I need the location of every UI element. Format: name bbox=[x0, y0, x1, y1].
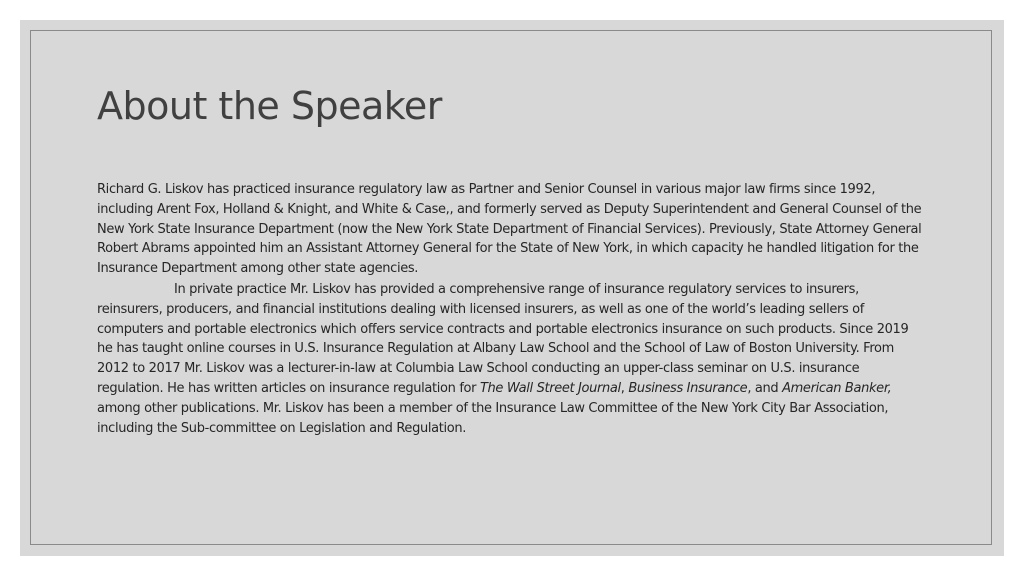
slide-body bbox=[97, 180, 925, 438]
publication-american-banker: American Banker, bbox=[782, 380, 892, 396]
publication-wsj: The Wall Street Journal bbox=[479, 380, 621, 396]
bio-paragraph-2-text-start: In private practice Mr. Liskov has provided a comprehensive range of insurance regulatory services to insurers, reinsurers, producers, and financial institutions dealing with licensed insurers, as well as one of the world’s leading sellers of computers and portable electronics which offers service contracts and portable electronics insurance on such products. Since 2019 he has taught online courses in U.S. Insurance Regulation at Albany Law School and the School of Law of Boston University. From 2012 to 2017 Mr. Liskov was a lecturer-in-law at Columbia Law School conducting an upper-class seminar on U.S. insurance regulation. He has written articles on insurance regulation for bbox=[97, 281, 909, 396]
bio-paragraph-1: Richard G. Liskov has practiced insurance regulatory law as Partner and Senior Counsel in various major law firms since 1992, including Arent Fox, Holland & Knight, and White & Case,, and formerly served as Deputy Superintendent and General Counsel of the New York State Insurance Department (now the New York State Department of Financial Services). Previously, State Attorney General Robert Abrams appointed him an Assistant Attorney General for the State of New York, in which capacity he handled litigation for the Insurance Department among other state agencies. bbox=[97, 182, 922, 277]
bio-paragraph-2-text-end: among other publications. Mr. Liskov has been a member of the Insurance Law Committee of the New York City Bar Association, including the Sub-committee on Legislation and Regulation. bbox=[97, 400, 889, 436]
bio-paragraph-2 bbox=[97, 280, 925, 438]
slide-title: About the Speaker bbox=[97, 84, 442, 128]
separator: , and bbox=[747, 380, 783, 396]
publication-business-insurance: Business Insurance bbox=[628, 380, 748, 396]
slide bbox=[20, 20, 1004, 556]
separator: , bbox=[620, 380, 629, 396]
